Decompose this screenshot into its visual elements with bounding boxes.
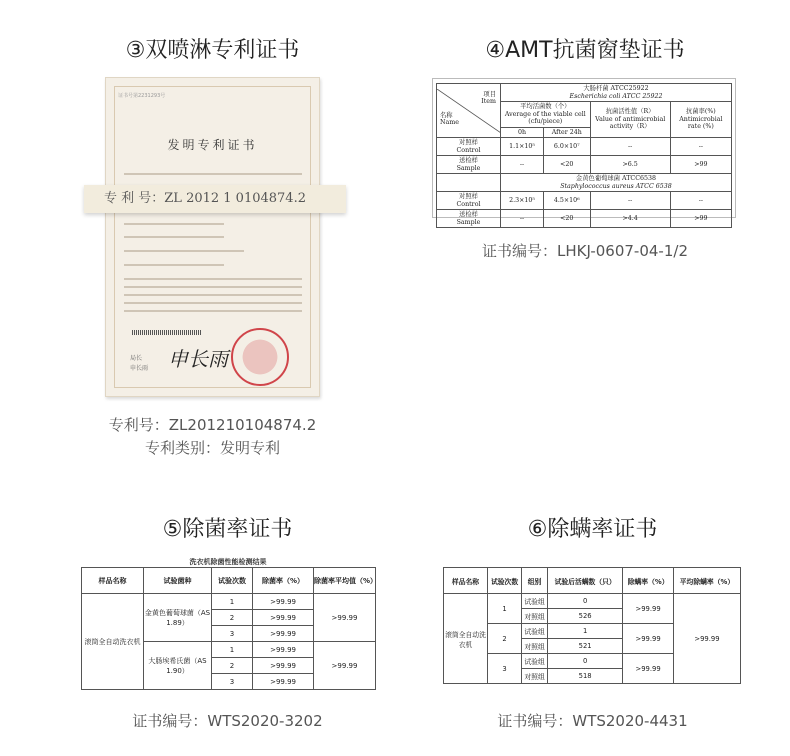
table-row: 送检样 Sample -- <20 >6.5 >99 xyxy=(437,156,732,174)
bact-table-title: 洗衣机除菌性能检测结果 xyxy=(189,558,267,566)
bact-heading: ⑤除菌率证书 xyxy=(162,517,293,542)
amt-caption: 证书编号：LHKJ-0607-04-1/2 xyxy=(481,242,688,260)
table-row: 对照组 521 xyxy=(444,639,741,654)
table-row: 3 >99.99 xyxy=(82,674,376,690)
amt-corner-header: 项目 Item 名称 Name xyxy=(437,89,500,133)
patent-certificate-image: 证书号第2231293号 发明专利证书 专 利 号：ZL 2012 1 0104874.2 局长 申长雨 申长雨 xyxy=(105,77,320,397)
bact-caption: 证书编号：WTS2020-3202 xyxy=(132,712,323,730)
patent-type-caption: 专利类别：发明专利 xyxy=(144,439,280,457)
patent-number-caption: 专利号：ZL201210104874.2 xyxy=(108,416,317,434)
table-row: 对照样 Control 2.3×10⁵ 4.5×10⁶ -- -- xyxy=(437,192,732,210)
table-row: 对照组 526 xyxy=(444,609,741,624)
cert-number: 证书号第2231293号 xyxy=(118,93,166,99)
table-row: 滚筒全自动洗衣机 金黄色葡萄球菌（AS 1.89） 1 >99.99 >99.99 xyxy=(82,594,376,610)
mite-results-table: 样品名称 试验次数 组别 试验后活螨数（只） 除螨率（%） 平均除螨率（%） 滚筒全自动洗衣机 1 试验组 0 >99.99 >99.99 对照组 526 2 试验组 1 >99.99 对照组 521 3 试验组 0 >99.99 对照组 518 xyxy=(443,567,741,684)
table-row: 3 试验组 0 >99.99 xyxy=(444,654,741,669)
patent-number-band: 专 利 号：ZL 2012 1 0104874.2 xyxy=(84,185,346,213)
amt-org2: 金黄色葡萄球菌 ATCC6538 Staphylococcus aureus ATCC 6538 xyxy=(501,174,732,192)
cert-title: 发明专利证书 xyxy=(167,138,258,152)
table-row: 对照组 518 xyxy=(444,669,741,684)
table-row: 2 试验组 1 >99.99 xyxy=(444,624,741,639)
table-row: 2 >99.99 xyxy=(82,610,376,626)
table-row: 滚筒全自动洗衣机 1 试验组 0 >99.99 >99.99 xyxy=(444,594,741,609)
signature: 申长雨 xyxy=(168,347,228,371)
table-row: 3 >99.99 xyxy=(82,626,376,642)
official-seal-icon xyxy=(231,328,289,386)
barcode xyxy=(132,330,202,335)
table-row: 大肠埃希氏菌（AS 1.90） 1 >99.99 >99.99 xyxy=(82,642,376,658)
table-row: 送检样 Sample -- <20 >4.4 >99 xyxy=(437,210,732,228)
patent-heading: ③双喷淋专利证书 xyxy=(125,38,300,63)
table-row: 对照样 Control 1.1×10⁵ 6.0×10⁷ -- -- xyxy=(437,138,732,156)
amt-heading: ④AMT抗菌窗垫证书 xyxy=(485,38,685,63)
amt-results-table: 项目 Item 名称 Name 大肠杆菌 ATCC25922 Escherichia coli ATCC 25922 平均活菌数（个） Average of the viable cell (cfu/piece) 抗菌活性值（R） Value of antimicrobial activity（R） 抗菌率(%) Antimicrobial rate (%) 0h After 24h 对照样 Control 1.1×10⁵ 6.0×10⁷ -- -- 送检样 Sample -- <20 >6.5 >99 金黄色葡萄球菌 ATCC6538 Staphylococcus aureus ATCC 6538 对照样 Control 2.3×10⁵ 4.5×10⁶ -- -- 送检样 Sample -- <20 >4.4 >99 xyxy=(436,83,732,228)
table-row: 2 >99.99 xyxy=(82,658,376,674)
bact-results-table: 样品名称 试验菌种 试验次数 除菌率（%） 除菌率平均值（%） 滚筒全自动洗衣机 金黄色葡萄球菌（AS 1.89） 1 >99.99 >99.99 2 >99.99 3 >99.99 大肠埃希氏菌（AS 1.90） 1 >99.99 >99.99 2 >99.99 3 >99.99 xyxy=(81,567,376,690)
mite-heading: ⑥除螨率证书 xyxy=(527,517,658,542)
mite-caption: 证书编号：WTS2020-4431 xyxy=(497,712,688,730)
amt-org1: 大肠杆菌 ATCC25922 Escherichia coli ATCC 25922 xyxy=(501,84,732,102)
